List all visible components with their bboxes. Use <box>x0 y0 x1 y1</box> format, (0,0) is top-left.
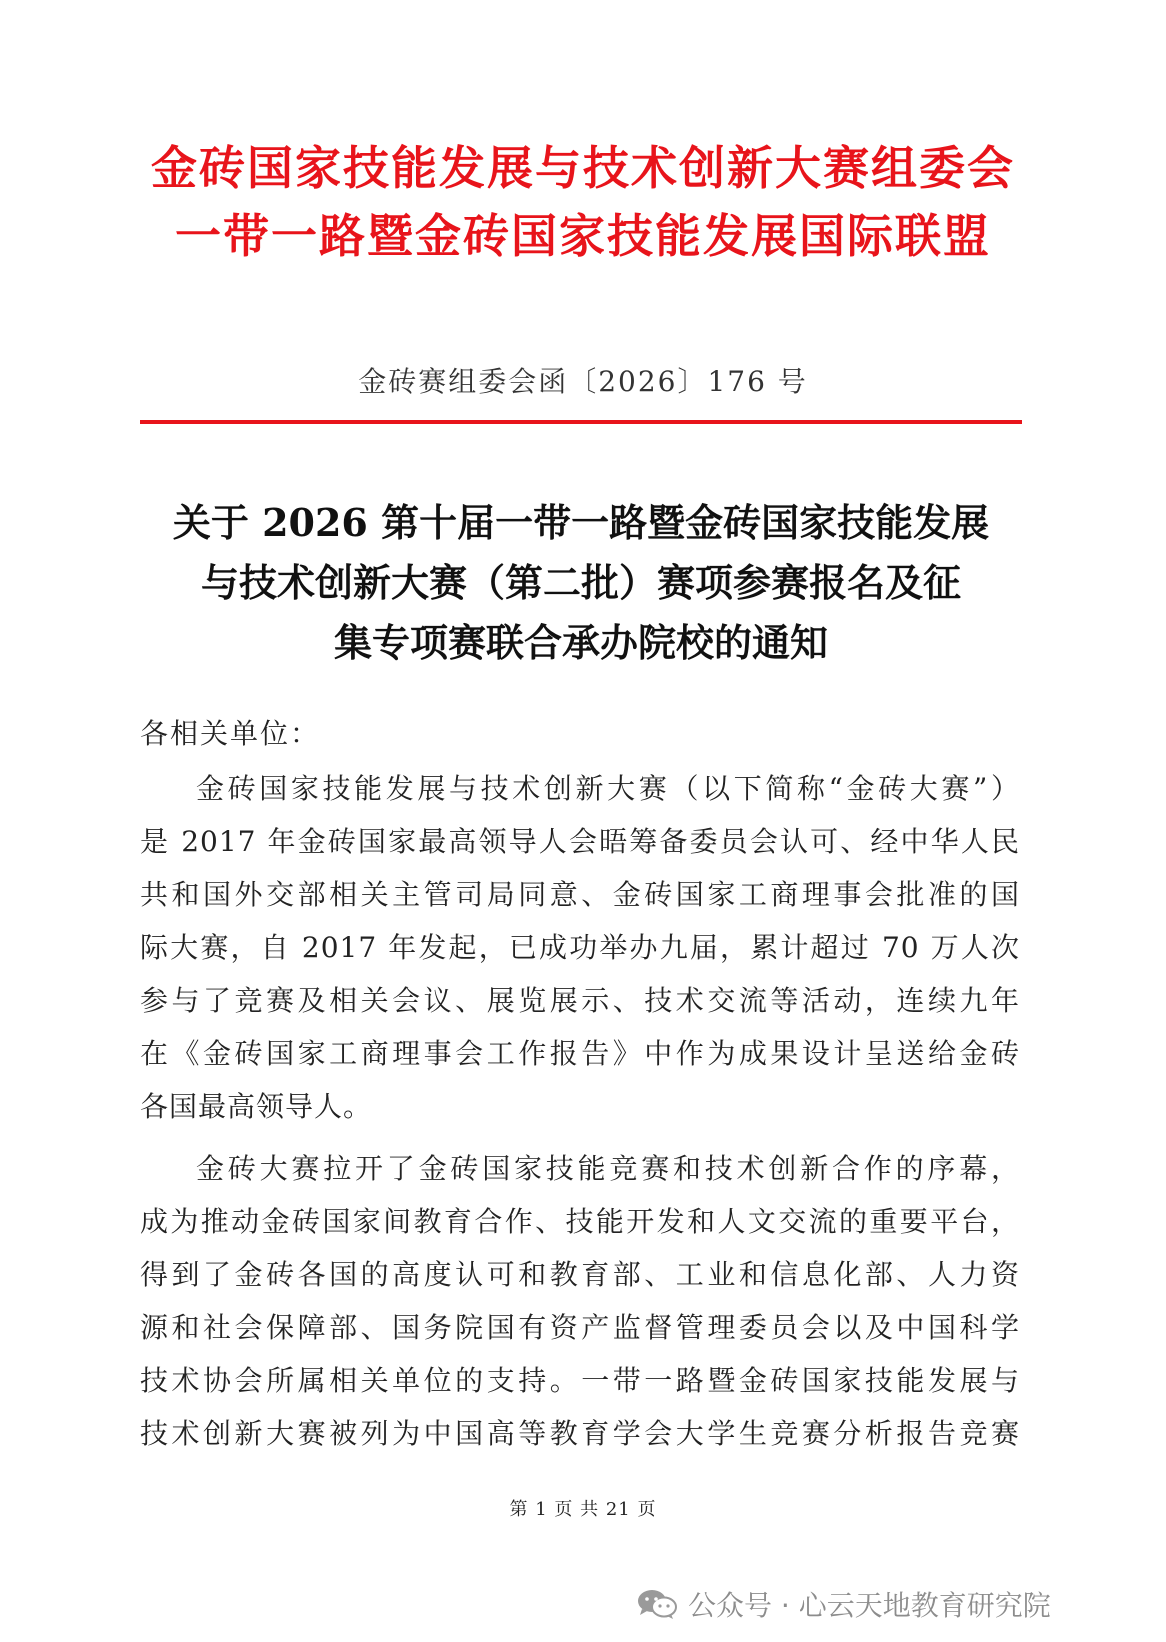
paragraph-2-line-6: 技术创新大赛被列为中国高等教育学会大学生竞赛分析报告竞赛 <box>140 1417 1020 1450</box>
paragraph-1-line-1: 金砖国家技能发展与技术创新大赛（以下简称“金砖大赛”） <box>196 772 1020 805</box>
notice-title-line-3: 集专项赛联合承办院校的通知 <box>333 620 828 665</box>
paragraph-1-line-6: 在《金砖国家工商理事会工作报告》中作为成果设计呈送给金砖 <box>140 1037 1020 1070</box>
paragraph-2-line-4: 源和社会保障部、国务院国有资产监督管理委员会以及中国科学 <box>140 1311 1020 1344</box>
paragraph-2-line-5: 技术协会所属相关单位的支持。一带一路暨金砖国家技能发展与 <box>140 1364 1020 1397</box>
paragraph-2-line-2: 成为推动金砖国家间教育合作、技能开发和人文交流的重要平台， <box>140 1205 1020 1238</box>
watermark <box>636 1584 1051 1624</box>
paragraph-1-line-4: 际大赛，自 2017 年发起，已成功举办九届，累计超过 70 万人次 <box>140 931 1020 964</box>
organization-name-2: 一带一路暨金砖国家技能发展国际联盟 <box>175 209 991 263</box>
paragraph-1-line-5: 参与了竞赛及相关会议、展览展示、技术交流等活动，连续九年 <box>140 984 1020 1017</box>
paragraph-2-line-1: 金砖大赛拉开了金砖国家技能竞赛和技术创新合作的序幕， <box>196 1152 1020 1185</box>
red-divider <box>140 420 1022 424</box>
notice-title-line-2: 与技术创新大赛（第二批）赛项参赛报名及征 <box>200 560 961 605</box>
organization-name-1: 金砖国家技能发展与技术创新大赛组委会 <box>151 141 1015 195</box>
page-number: 第 1 页 共 21 页 <box>509 1499 657 1520</box>
document-number: 金砖赛组委会函〔2026〕176 号 <box>358 365 808 398</box>
watermark-text: 公众号 · 心云天地教育研究院 <box>688 1589 1051 1622</box>
notice-title-line-1: 关于 2026 第十届一带一路暨金砖国家技能发展 <box>172 500 990 545</box>
paragraph-1-line-2: 是 2017 年金砖国家最高领导人会晤筹备委员会认可、经中华人民 <box>140 825 1020 858</box>
paragraph-1-line-3: 共和国外交部相关主管司局同意、金砖国家工商理事会批准的国 <box>140 878 1020 911</box>
wechat-icon <box>636 1588 678 1620</box>
paragraph-1-line-7: 各国最高领导人。 <box>140 1090 373 1123</box>
paragraph-2-line-3: 得到了金砖各国的高度认可和教育部、工业和信息化部、人力资 <box>140 1258 1020 1291</box>
salutation: 各相关单位： <box>140 717 321 750</box>
